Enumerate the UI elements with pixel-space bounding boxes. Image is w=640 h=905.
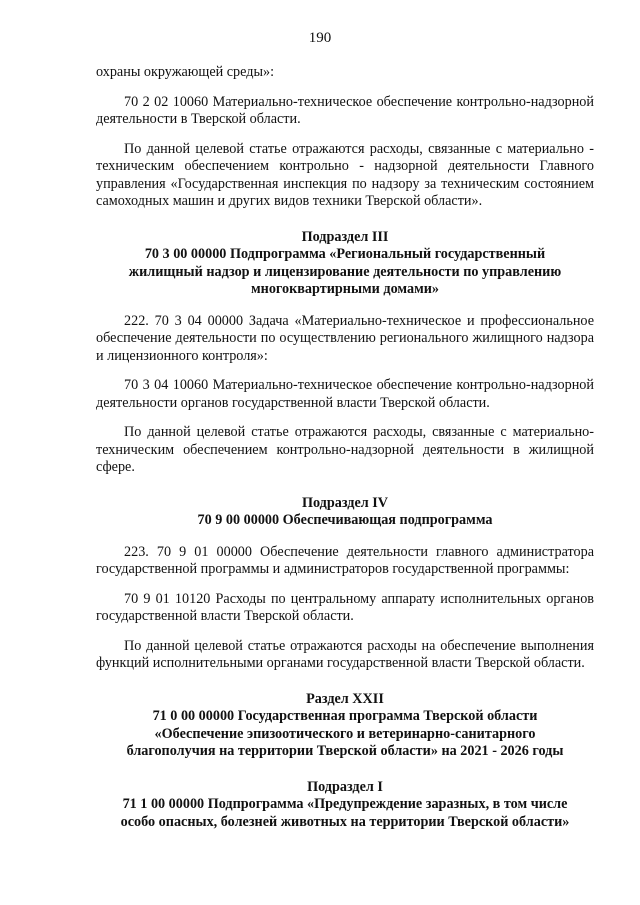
section-subtitle-line: многоквартирными домами» [250, 281, 439, 297]
paragraph [96, 544, 594, 579]
section-subtitle-line: 71 0 00 00000 Государственная программа Тверской области [152, 708, 538, 724]
paragraph [96, 94, 594, 129]
paragraph-text: По данной целевой статье отражаются расходы, связанные с материально-техническим обеспечением контрольно-надзорной деятельности в жилищной сфере. [96, 424, 594, 475]
paragraph-text: 222. 70 3 04 00000 Задача «Материально-техническое и профессиональное обеспечение деятельности по осуществлению регионального жилищного надзора и лицензионного контроля»: [96, 312, 594, 364]
section-subtitle-line: 70 9 00 00000 Обеспечивающая подпрограмма [197, 512, 493, 528]
document-body [96, 64, 594, 845]
paragraph [96, 313, 594, 366]
paragraph [96, 424, 594, 477]
section-heading [96, 229, 594, 299]
section-title: Подраздел I [307, 778, 383, 795]
paragraph [96, 64, 594, 82]
section-heading [96, 779, 594, 832]
paragraph [96, 638, 594, 673]
paragraph-text: 70 3 04 10060 Материально-техническое обеспечение контрольно-надзорной деятельности органов государственной власти Тверской области. [96, 377, 594, 411]
page-number: 190 [308, 30, 332, 46]
paragraph [96, 591, 594, 626]
paragraph-text: По данной целевой статье отражаются расходы, связанные с материально - техническим обеспечением контрольно - надзорной деятельности Главного управления «Государственная инспекция по надзору за техническим состоянием самоходных машин и других видов техники Тверской области». [96, 140, 594, 209]
section-subtitle-line: благополучия на территории Тверской области» на 2021 - 2026 годы [126, 743, 564, 759]
section-title: Раздел XXII [306, 690, 384, 707]
paragraph-text: охраны окружающей среды»: [96, 64, 275, 80]
section-heading [96, 691, 594, 761]
paragraph-text: 70 2 02 10060 Материально-техническое обеспечение контрольно-надзорной деятельности в Тверской области. [96, 93, 594, 127]
paragraph [96, 377, 594, 412]
section-title: Подраздел III [301, 228, 389, 245]
paragraph-text: 223. 70 9 01 00000 Обеспечение деятельности главного администратора государственной программы и администраторов государственной программы: [96, 543, 594, 577]
section-subtitle-line: особо опасных, болезней животных на территории Тверской области» [120, 813, 570, 830]
section-subtitle-line: «Обеспечение эпизоотического и ветеринарно-санитарного [154, 725, 536, 742]
section-subtitle-line: 71 1 00 00000 Подпрограмма «Предупреждение заразных, в том числе [122, 796, 568, 812]
section-subtitle-line: жилищный надзор и лицензирование деятельности по управлению [128, 263, 562, 280]
paragraph [96, 141, 594, 211]
section-subtitle-line: 70 3 00 00000 Подпрограмма «Региональный государственный [144, 246, 546, 262]
section-heading [96, 495, 594, 530]
section-title: Подраздел IV [301, 494, 389, 511]
paragraph-text: По данной целевой статье отражаются расходы на обеспечение выполнения функций исполнительными органами государственной власти Тверской области. [96, 637, 594, 671]
paragraph-text: 70 9 01 10120 Расходы по центральному аппарату исполнительных органов государственной власти Тверской области. [96, 590, 594, 624]
